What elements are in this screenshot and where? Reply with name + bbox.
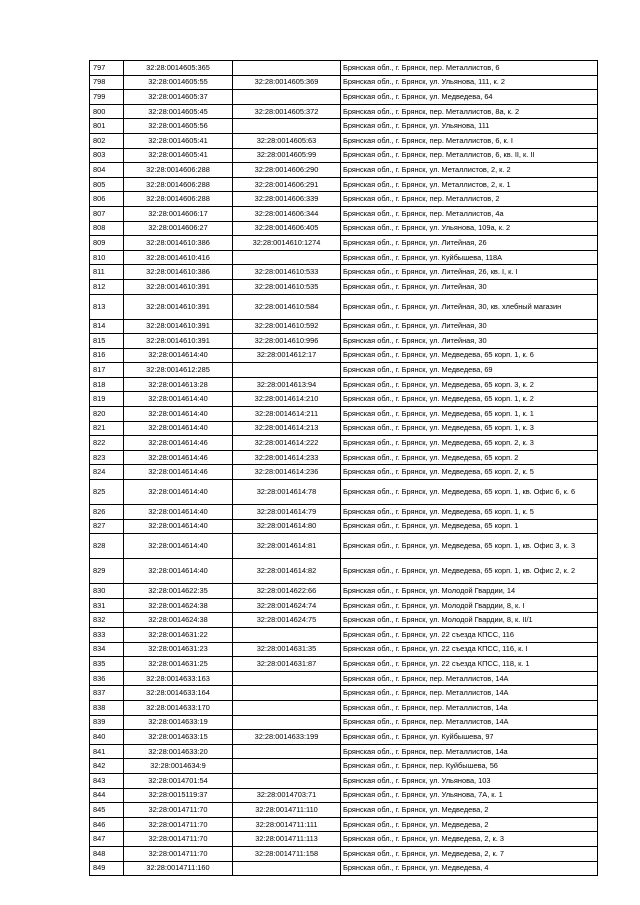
row-number: 817 xyxy=(90,363,124,378)
cadastral-number-cell: 32:28:0014633:15 xyxy=(124,730,233,745)
row-number: 816 xyxy=(90,348,124,363)
table-row xyxy=(90,334,598,349)
table-row xyxy=(90,744,598,759)
address-cell: Брянская обл., г. Брянск, ул. Медведева, 65 корп. 1, к. 3 xyxy=(341,421,598,436)
cadastral-number-cell: 32:28:0014633:19 xyxy=(124,715,233,730)
cadastral-number-cell: 32:28:0014606:27 xyxy=(124,221,233,236)
row-number: 829 xyxy=(90,559,124,584)
address-cell: Брянская обл., г. Брянск, ул. Куйбышева, 118А xyxy=(341,250,598,265)
cadastral-number-cell: 32:28:0014633:163 xyxy=(124,671,233,686)
address-cell: Брянская обл., г. Брянск, ул. Медведева, 65 корп. 1, к. 6 xyxy=(341,348,598,363)
row-number: 815 xyxy=(90,334,124,349)
object-cadastral-number-cell xyxy=(233,715,341,730)
address-cell: Брянская обл., г. Брянск, ул. Молодой Гвардии, 8, к. II/1 xyxy=(341,613,598,628)
address-cell: Брянская обл., г. Брянск, ул. Литейная, 30, кв. хлебный магазин xyxy=(341,294,598,319)
row-number: 810 xyxy=(90,250,124,265)
address-cell: Брянская обл., г. Брянск, ул. Металлистов, 2, к. 1 xyxy=(341,177,598,192)
cadastral-number-cell: 32:28:0014606:288 xyxy=(124,192,233,207)
object-cadastral-number-cell: 32:28:0014614:82 xyxy=(233,559,341,584)
object-cadastral-number-cell: 32:28:0014610:584 xyxy=(233,294,341,319)
object-cadastral-number-cell: 32:28:0014614:236 xyxy=(233,465,341,480)
cadastral-number-cell: 32:28:0014610:386 xyxy=(124,236,233,251)
object-cadastral-number-cell: 32:28:0014610:535 xyxy=(233,279,341,294)
address-cell: Брянская обл., г. Брянск, ул. Медведева, 65 корп. 1 xyxy=(341,519,598,534)
cadastral-number-cell: 32:28:0014711:70 xyxy=(124,817,233,832)
table-row xyxy=(90,133,598,148)
row-number: 809 xyxy=(90,236,124,251)
object-cadastral-number-cell: 32:28:0014605:63 xyxy=(233,133,341,148)
row-number: 826 xyxy=(90,505,124,520)
cadastral-number-cell: 32:28:0014634:9 xyxy=(124,759,233,774)
object-cadastral-number-cell: 32:28:0014606:291 xyxy=(233,177,341,192)
table-row xyxy=(90,392,598,407)
object-cadastral-number-cell xyxy=(233,363,341,378)
address-cell: Брянская обл., г. Брянск, ул. Ульянова, 111, к. 2 xyxy=(341,75,598,90)
cadastral-number-cell: 32:28:0014614:46 xyxy=(124,450,233,465)
object-cadastral-number-cell xyxy=(233,744,341,759)
object-cadastral-number-cell: 32:28:0014633:199 xyxy=(233,730,341,745)
row-number: 818 xyxy=(90,377,124,392)
address-cell: Брянская обл., г. Брянск, ул. Медведева, 2, к. 3 xyxy=(341,832,598,847)
address-cell: Брянская обл., г. Брянск, ул. Медведева, 65 корп. 1, кв. Офис 2, к. 2 xyxy=(341,559,598,584)
address-cell: Брянская обл., г. Брянск, пер. Металлистов, 2 xyxy=(341,192,598,207)
address-cell: Брянская обл., г. Брянск, ул. 22 съезда КПСС, 118, к. 1 xyxy=(341,657,598,672)
cadastral-number-cell: 32:28:0014614:46 xyxy=(124,436,233,451)
table-row xyxy=(90,348,598,363)
address-cell: Брянская обл., г. Брянск, ул. Металлистов, 2, к. 2 xyxy=(341,163,598,178)
cadastral-number-cell: 32:28:0014610:391 xyxy=(124,279,233,294)
address-cell: Брянская обл., г. Брянск, ул. Молодой Гвардии, 14 xyxy=(341,584,598,599)
address-cell: Брянская обл., г. Брянск, пер. Металлистов, 6, кв. II, к. II xyxy=(341,148,598,163)
address-cell: Брянская обл., г. Брянск, ул. Медведева, 65 корп. 3, к. 2 xyxy=(341,377,598,392)
row-number: 844 xyxy=(90,788,124,803)
address-cell: Брянская обл., г. Брянск, ул. Медведева, 2 xyxy=(341,817,598,832)
cadastral-number-cell: 32:28:0014610:391 xyxy=(124,294,233,319)
cadastral-number-cell: 32:28:0014605:37 xyxy=(124,90,233,105)
address-cell: Брянская обл., г. Брянск, ул. 22 съезда КПСС, 116 xyxy=(341,628,598,643)
cadastral-number-cell: 32:28:0014605:45 xyxy=(124,104,233,119)
cadastral-number-cell: 32:28:0014605:41 xyxy=(124,148,233,163)
object-cadastral-number-cell: 32:28:0014613:94 xyxy=(233,377,341,392)
address-cell: Брянская обл., г. Брянск, пер. Металлистов, 4а xyxy=(341,206,598,221)
row-number: 805 xyxy=(90,177,124,192)
cadastral-number-cell: 32:28:0014622:35 xyxy=(124,584,233,599)
table-row xyxy=(90,505,598,520)
row-number: 827 xyxy=(90,519,124,534)
table-row xyxy=(90,294,598,319)
cadastral-number-cell: 32:28:0015119:37 xyxy=(124,788,233,803)
row-number: 825 xyxy=(90,480,124,505)
row-number: 799 xyxy=(90,90,124,105)
object-cadastral-number-cell: 32:28:0014624:75 xyxy=(233,613,341,628)
table-row xyxy=(90,817,598,832)
row-number: 820 xyxy=(90,407,124,422)
cadastral-number-cell: 32:28:0014614:40 xyxy=(124,534,233,559)
address-cell: Брянская обл., г. Брянск, пер. Металлистов, 14а xyxy=(341,744,598,759)
cadastral-number-cell: 32:28:0014614:40 xyxy=(124,480,233,505)
address-cell: Брянская обл., г. Брянск, ул. Медведева, 65 корп. 1, кв. Офис 6, к. 6 xyxy=(341,480,598,505)
address-cell: Брянская обл., г. Брянск, ул. Ульянова, 7А, к. 1 xyxy=(341,788,598,803)
object-cadastral-number-cell xyxy=(233,250,341,265)
table-row xyxy=(90,436,598,451)
property-table xyxy=(89,60,598,876)
cadastral-number-cell: 32:28:0014624:38 xyxy=(124,613,233,628)
address-cell: Брянская обл., г. Брянск, пер. Металлистов, 14А xyxy=(341,715,598,730)
object-cadastral-number-cell: 32:28:0014614:81 xyxy=(233,534,341,559)
table-row xyxy=(90,119,598,134)
row-number: 842 xyxy=(90,759,124,774)
address-cell: Брянская обл., г. Брянск, пер. Металлистов, 14а xyxy=(341,700,598,715)
table-row xyxy=(90,773,598,788)
cadastral-number-cell: 32:28:0014605:41 xyxy=(124,133,233,148)
cadastral-number-cell: 32:28:0014614:40 xyxy=(124,348,233,363)
table-row xyxy=(90,177,598,192)
address-cell: Брянская обл., г. Брянск, ул. Медведева, 65 корп. 1, кв. Офис 3, к. 3 xyxy=(341,534,598,559)
address-cell: Брянская обл., г. Брянск, ул. Медведева, 69 xyxy=(341,363,598,378)
address-cell: Брянская обл., г. Брянск, ул. 22 съезда КПСС, 116, к. I xyxy=(341,642,598,657)
cadastral-number-cell: 32:28:0014614:40 xyxy=(124,392,233,407)
table-row xyxy=(90,265,598,280)
cadastral-number-cell: 32:28:0014633:20 xyxy=(124,744,233,759)
cadastral-number-cell: 32:28:0014614:40 xyxy=(124,421,233,436)
cadastral-number-cell: 32:28:0014711:160 xyxy=(124,861,233,876)
address-cell: Брянская обл., г. Брянск, ул. Медведева, 2, к. 7 xyxy=(341,846,598,861)
object-cadastral-number-cell: 32:28:0014711:110 xyxy=(233,803,341,818)
object-cadastral-number-cell xyxy=(233,61,341,76)
object-cadastral-number-cell xyxy=(233,671,341,686)
table-row xyxy=(90,788,598,803)
row-number: 823 xyxy=(90,450,124,465)
address-cell: Брянская обл., г. Брянск, ул. Медведева, 65 корп. 2, к. 3 xyxy=(341,436,598,451)
table-row xyxy=(90,319,598,334)
table-row xyxy=(90,657,598,672)
object-cadastral-number-cell xyxy=(233,773,341,788)
row-number: 834 xyxy=(90,642,124,657)
table-row xyxy=(90,363,598,378)
address-cell: Брянская обл., г. Брянск, ул. Литейная, 30 xyxy=(341,319,598,334)
table-row xyxy=(90,61,598,76)
object-cadastral-number-cell: 32:28:0014614:233 xyxy=(233,450,341,465)
row-number: 831 xyxy=(90,598,124,613)
table-row xyxy=(90,861,598,876)
cadastral-number-cell: 32:28:0014614:46 xyxy=(124,465,233,480)
object-cadastral-number-cell: 32:28:0014606:290 xyxy=(233,163,341,178)
table-row xyxy=(90,192,598,207)
table-row xyxy=(90,421,598,436)
object-cadastral-number-cell xyxy=(233,700,341,715)
cadastral-number-cell: 32:28:0014610:386 xyxy=(124,265,233,280)
cadastral-number-cell: 32:28:0014605:365 xyxy=(124,61,233,76)
address-cell: Брянская обл., г. Брянск, ул. Медведева, 2 xyxy=(341,803,598,818)
row-number: 813 xyxy=(90,294,124,319)
row-number: 835 xyxy=(90,657,124,672)
table-row xyxy=(90,559,598,584)
cadastral-number-cell: 32:28:0014624:38 xyxy=(124,598,233,613)
row-number: 832 xyxy=(90,613,124,628)
object-cadastral-number-cell: 32:28:0014711:113 xyxy=(233,832,341,847)
object-cadastral-number-cell: 32:28:0014612:17 xyxy=(233,348,341,363)
row-number: 839 xyxy=(90,715,124,730)
row-number: 804 xyxy=(90,163,124,178)
row-number: 801 xyxy=(90,119,124,134)
row-number: 838 xyxy=(90,700,124,715)
address-cell: Брянская обл., г. Брянск, пер. Металлистов, 8а, к. 2 xyxy=(341,104,598,119)
row-number: 798 xyxy=(90,75,124,90)
row-number: 846 xyxy=(90,817,124,832)
row-number: 841 xyxy=(90,744,124,759)
table-row xyxy=(90,613,598,628)
table-row xyxy=(90,279,598,294)
row-number: 843 xyxy=(90,773,124,788)
table-row xyxy=(90,163,598,178)
object-cadastral-number-cell: 32:28:0014610:996 xyxy=(233,334,341,349)
row-number: 848 xyxy=(90,846,124,861)
cadastral-number-cell: 32:28:0014633:170 xyxy=(124,700,233,715)
cadastral-number-cell: 32:28:0014701:54 xyxy=(124,773,233,788)
table-row xyxy=(90,206,598,221)
cadastral-number-cell: 32:28:0014711:70 xyxy=(124,832,233,847)
table-row xyxy=(90,221,598,236)
cadastral-number-cell: 32:28:0014613:28 xyxy=(124,377,233,392)
object-cadastral-number-cell: 32:28:0014610:1274 xyxy=(233,236,341,251)
address-cell: Брянская обл., г. Брянск, пер. Металлистов, 14А xyxy=(341,686,598,701)
table-row xyxy=(90,700,598,715)
row-number: 806 xyxy=(90,192,124,207)
cadastral-number-cell: 32:28:0014605:55 xyxy=(124,75,233,90)
table-row xyxy=(90,534,598,559)
row-number: 828 xyxy=(90,534,124,559)
object-cadastral-number-cell: 32:28:0014614:211 xyxy=(233,407,341,422)
table-row xyxy=(90,519,598,534)
table-row xyxy=(90,686,598,701)
address-cell: Брянская обл., г. Брянск, ул. Литейная, 30 xyxy=(341,279,598,294)
cadastral-number-cell: 32:28:0014612:285 xyxy=(124,363,233,378)
row-number: 821 xyxy=(90,421,124,436)
object-cadastral-number-cell: 32:28:0014614:78 xyxy=(233,480,341,505)
address-cell: Брянская обл., г. Брянск, ул. Медведева, 65 корп. 1, к. 2 xyxy=(341,392,598,407)
cadastral-number-cell: 32:28:0014614:40 xyxy=(124,559,233,584)
address-cell: Брянская обл., г. Брянск, ул. Ульянова, 103 xyxy=(341,773,598,788)
row-number: 807 xyxy=(90,206,124,221)
object-cadastral-number-cell: 32:28:0014703:71 xyxy=(233,788,341,803)
row-number: 812 xyxy=(90,279,124,294)
row-number: 822 xyxy=(90,436,124,451)
cadastral-number-cell: 32:28:0014606:288 xyxy=(124,163,233,178)
table-row xyxy=(90,236,598,251)
object-cadastral-number-cell xyxy=(233,119,341,134)
table-row xyxy=(90,598,598,613)
address-cell: Брянская обл., г. Брянск, пер. Металлистов, 6, к. I xyxy=(341,133,598,148)
address-cell: Брянская обл., г. Брянск, ул. Медведева, 65 корп. 1, к. 5 xyxy=(341,505,598,520)
row-number: 803 xyxy=(90,148,124,163)
address-cell: Брянская обл., г. Брянск, ул. Литейная, 26 xyxy=(341,236,598,251)
table-row xyxy=(90,846,598,861)
table-row xyxy=(90,75,598,90)
table-row xyxy=(90,628,598,643)
row-number: 845 xyxy=(90,803,124,818)
table-row xyxy=(90,730,598,745)
object-cadastral-number-cell: 32:28:0014614:210 xyxy=(233,392,341,407)
object-cadastral-number-cell: 32:28:0014606:339 xyxy=(233,192,341,207)
table-row xyxy=(90,671,598,686)
table-row xyxy=(90,715,598,730)
table-row xyxy=(90,759,598,774)
object-cadastral-number-cell: 32:28:0014606:344 xyxy=(233,206,341,221)
cadastral-number-cell: 32:28:0014633:164 xyxy=(124,686,233,701)
address-cell: Брянская обл., г. Брянск, ул. Молодой Гвардии, 8, к. I xyxy=(341,598,598,613)
address-cell: Брянская обл., г. Брянск, ул. Медведева, 65 корп. 2, к. 5 xyxy=(341,465,598,480)
row-number: 819 xyxy=(90,392,124,407)
row-number: 824 xyxy=(90,465,124,480)
address-cell: Брянская обл., г. Брянск, ул. Куйбышева, 97 xyxy=(341,730,598,745)
table-row xyxy=(90,407,598,422)
cadastral-number-cell: 32:28:0014614:40 xyxy=(124,505,233,520)
object-cadastral-number-cell xyxy=(233,90,341,105)
cadastral-number-cell: 32:28:0014605:56 xyxy=(124,119,233,134)
row-number: 836 xyxy=(90,671,124,686)
cadastral-number-cell: 32:28:0014631:25 xyxy=(124,657,233,672)
object-cadastral-number-cell: 32:28:0014711:111 xyxy=(233,817,341,832)
cadastral-number-cell: 32:28:0014631:23 xyxy=(124,642,233,657)
row-number: 802 xyxy=(90,133,124,148)
cadastral-number-cell: 32:28:0014606:17 xyxy=(124,206,233,221)
address-cell: Брянская обл., г. Брянск, пер. Куйбышева, 56 xyxy=(341,759,598,774)
row-number: 840 xyxy=(90,730,124,745)
object-cadastral-number-cell xyxy=(233,628,341,643)
row-number: 811 xyxy=(90,265,124,280)
object-cadastral-number-cell: 32:28:0014610:533 xyxy=(233,265,341,280)
object-cadastral-number-cell: 32:28:0014606:405 xyxy=(233,221,341,236)
address-cell: Брянская обл., г. Брянск, ул. Медведева, 4 xyxy=(341,861,598,876)
table-row xyxy=(90,584,598,599)
row-number: 837 xyxy=(90,686,124,701)
address-cell: Брянская обл., г. Брянск, ул. Медведева, 65 корп. 2 xyxy=(341,450,598,465)
object-cadastral-number-cell: 32:28:0014605:99 xyxy=(233,148,341,163)
object-cadastral-number-cell: 32:28:0014605:369 xyxy=(233,75,341,90)
object-cadastral-number-cell: 32:28:0014614:222 xyxy=(233,436,341,451)
table-row xyxy=(90,90,598,105)
cadastral-number-cell: 32:28:0014711:70 xyxy=(124,846,233,861)
row-number: 847 xyxy=(90,832,124,847)
row-number: 833 xyxy=(90,628,124,643)
table-row xyxy=(90,148,598,163)
object-cadastral-number-cell xyxy=(233,759,341,774)
table-row xyxy=(90,642,598,657)
object-cadastral-number-cell xyxy=(233,861,341,876)
address-cell: Брянская обл., г. Брянск, пер. Металлистов, 6 xyxy=(341,61,598,76)
object-cadastral-number-cell: 32:28:0014614:79 xyxy=(233,505,341,520)
table-row xyxy=(90,450,598,465)
table-row xyxy=(90,250,598,265)
row-number: 797 xyxy=(90,61,124,76)
address-cell: Брянская обл., г. Брянск, ул. Ульянова, 111 xyxy=(341,119,598,134)
object-cadastral-number-cell: 32:28:0014605:372 xyxy=(233,104,341,119)
address-cell: Брянская обл., г. Брянск, пер. Металлистов, 14А xyxy=(341,671,598,686)
address-cell: Брянская обл., г. Брянск, ул. Литейная, 26, кв. I, к. I xyxy=(341,265,598,280)
cadastral-number-cell: 32:28:0014614:40 xyxy=(124,519,233,534)
address-cell: Брянская обл., г. Брянск, ул. Медведева, 64 xyxy=(341,90,598,105)
cadastral-number-cell: 32:28:0014610:416 xyxy=(124,250,233,265)
address-cell: Брянская обл., г. Брянск, ул. Литейная, 30 xyxy=(341,334,598,349)
cadastral-number-cell: 32:28:0014614:40 xyxy=(124,407,233,422)
cadastral-number-cell: 32:28:0014631:22 xyxy=(124,628,233,643)
object-cadastral-number-cell xyxy=(233,686,341,701)
object-cadastral-number-cell: 32:28:0014622:66 xyxy=(233,584,341,599)
table-row xyxy=(90,377,598,392)
object-cadastral-number-cell: 32:28:0014631:87 xyxy=(233,657,341,672)
table-row xyxy=(90,104,598,119)
row-number: 814 xyxy=(90,319,124,334)
table-row xyxy=(90,465,598,480)
object-cadastral-number-cell: 32:28:0014610:592 xyxy=(233,319,341,334)
table-row xyxy=(90,832,598,847)
cadastral-number-cell: 32:28:0014606:288 xyxy=(124,177,233,192)
table-body xyxy=(90,61,598,876)
row-number: 800 xyxy=(90,104,124,119)
row-number: 830 xyxy=(90,584,124,599)
address-cell: Брянская обл., г. Брянск, ул. Ульянова, 109а, к. 2 xyxy=(341,221,598,236)
cadastral-number-cell: 32:28:0014610:391 xyxy=(124,334,233,349)
row-number: 849 xyxy=(90,861,124,876)
address-cell: Брянская обл., г. Брянск, ул. Медведева, 65 корп. 1, к. 1 xyxy=(341,407,598,422)
object-cadastral-number-cell: 32:28:0014614:80 xyxy=(233,519,341,534)
object-cadastral-number-cell: 32:28:0014631:35 xyxy=(233,642,341,657)
object-cadastral-number-cell: 32:28:0014614:213 xyxy=(233,421,341,436)
table-row xyxy=(90,803,598,818)
row-number: 808 xyxy=(90,221,124,236)
cadastral-number-cell: 32:28:0014711:70 xyxy=(124,803,233,818)
object-cadastral-number-cell: 32:28:0014711:158 xyxy=(233,846,341,861)
object-cadastral-number-cell: 32:28:0014624:74 xyxy=(233,598,341,613)
table-row xyxy=(90,480,598,505)
cadastral-number-cell: 32:28:0014610:391 xyxy=(124,319,233,334)
